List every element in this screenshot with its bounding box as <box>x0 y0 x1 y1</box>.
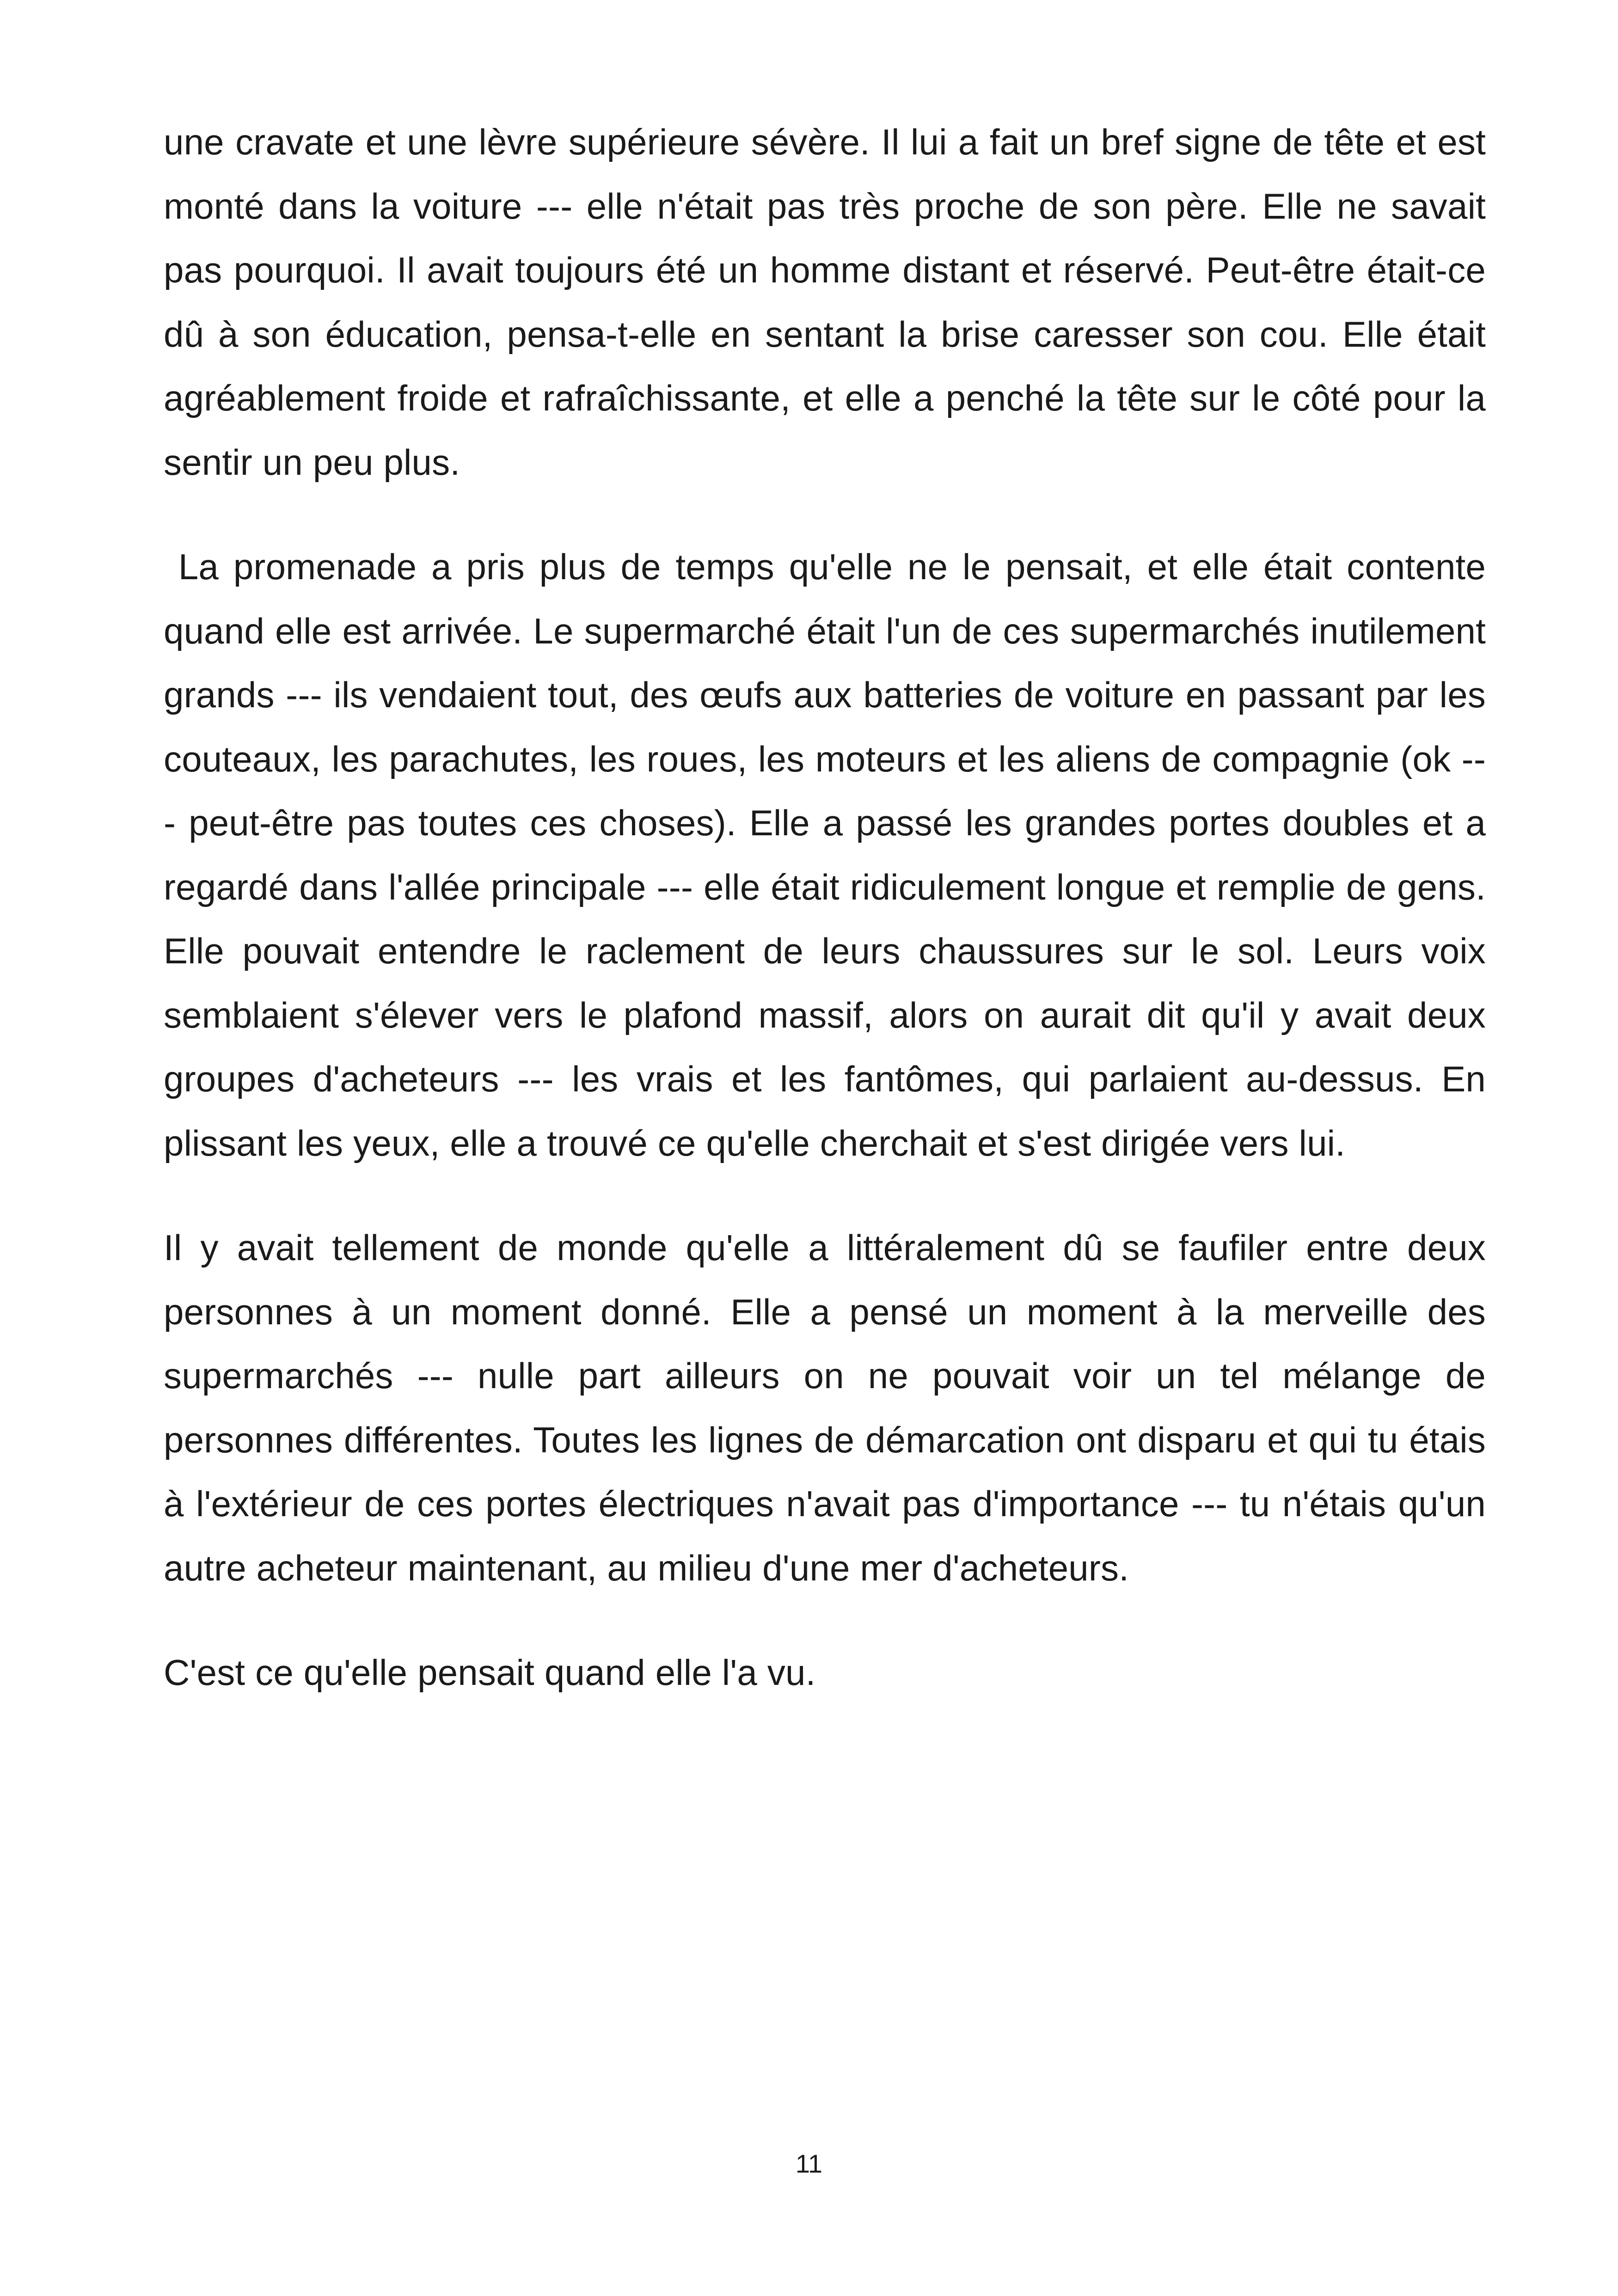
paragraph-3: Il y avait tellement de monde qu'elle a littéralement dû se faufiler entre deux personnes à un moment donné. Elle a pensé un moment à la merveille des supermarchés --- nulle part ailleurs on ne pouvait voir un tel mélange de personnes différentes. Toutes les lignes de démarcation ont disparu et qui tu étais à l'extérieur de ces portes électriques n'avait pas d'importance --- tu n'étais qu'un autre acheteur maintenant, au milieu d'une mer d'acheteurs. <box>164 1227 1486 1588</box>
body-text <box>164 110 1486 1745</box>
page-number: 11 <box>795 2149 823 2178</box>
paragraph-4: C'est ce qu'elle pensait quand elle l'a vu. <box>164 1652 816 1693</box>
paragraph-1: une cravate et une lèvre supérieure sévère. Il lui a fait un bref signe de tête et est monté dans la voiture --- elle n'était pas très proche de son père. Elle ne savait pas pourquoi. Il avait toujours été un homme distant et réservé. Peut-être était-ce dû à son éducation, pensa-t-elle en sentant la brise caresser son cou. Elle était agréablement froide et rafraîchissante, et elle a penché la tête sur le côté pour la sentir un peu plus. <box>164 122 1486 483</box>
paragraph-2: La promenade a pris plus de temps qu'elle ne le pensait, et elle était contente quand elle est arrivée. Le supermarché était l'un de ces supermarchés inutilement grands --- ils vendaient tout, des œufs aux batteries de voiture en passant par les couteaux, les parachutes, les roues, les moteurs et les aliens de compagnie (ok --- peut-être pas toutes ces choses). Elle a passé les grandes portes doubles et a regardé dans l'allée principale --- elle était ridiculement longue et remplie de gens. Elle pouvait entendre le raclement de leurs chaussures sur le sol. Leurs voix semblaient s'élever vers le plafond massif, alors on aurait dit qu'il y avait deux groupes d'acheteurs --- les vrais et les fantômes, qui parlaient au-dessus. En plissant les yeux, elle a trouvé ce qu'elle cherchait et s'est dirigée vers lui. <box>164 546 1486 1163</box>
